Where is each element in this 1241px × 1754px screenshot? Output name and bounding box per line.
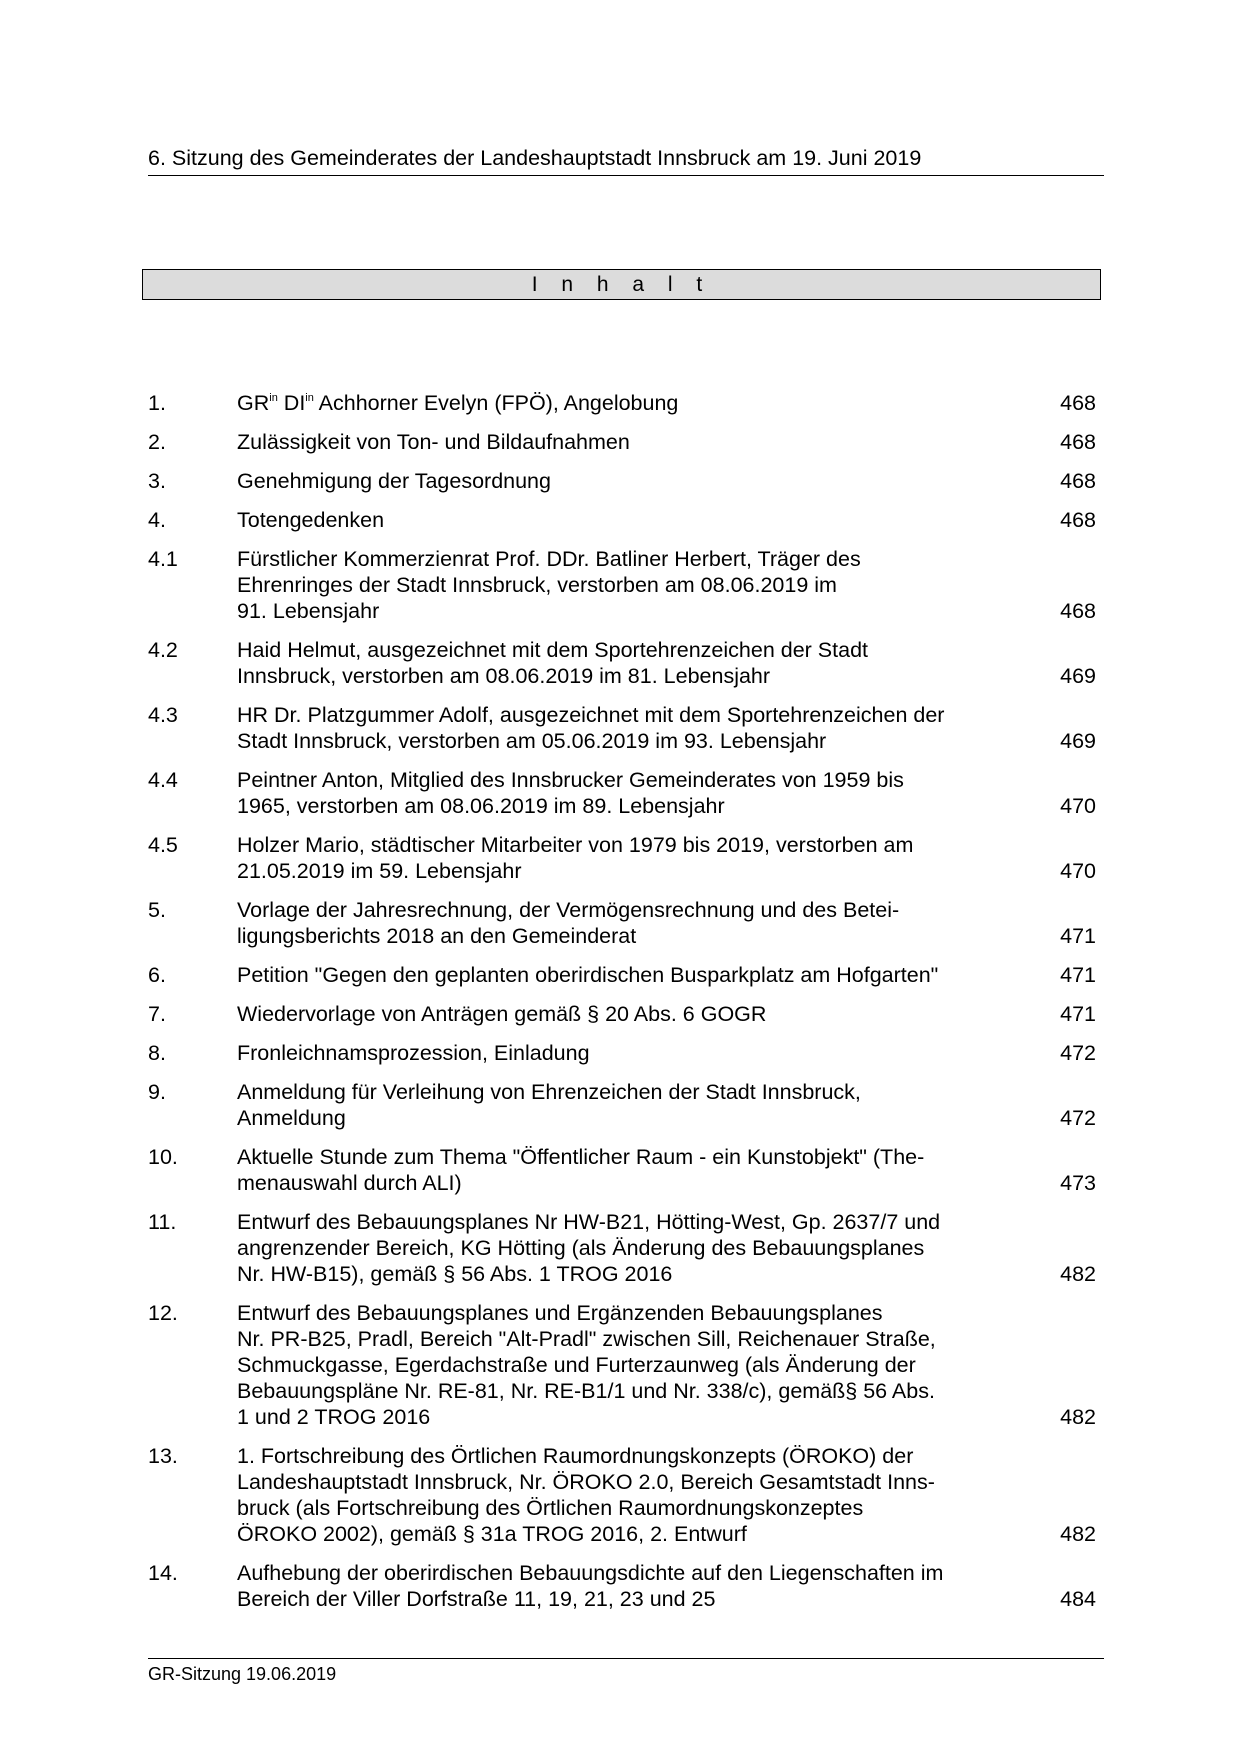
toc-entry-number: 7. [148, 1002, 166, 1026]
toc-entry-page: 471 [1060, 924, 1096, 948]
toc-entry-line: 1965, verstorben am 08.06.2019 im 89. Lebensjahr [237, 794, 725, 818]
toc-entry-line: 91. Lebensjahr [237, 599, 380, 623]
toc-entry-line: Ehrenringes der Stadt Innsbruck, verstorben am 08.06.2019 im [237, 573, 837, 597]
toc-entry-page: 470 [1060, 859, 1096, 883]
toc-entry-title [237, 962, 1057, 988]
toc-entry-number: 13. [148, 1444, 178, 1468]
toc-entry-title [237, 637, 1057, 689]
toc-entry-line: Entwurf des Bebauungsplanes und Ergänzenden Bebauungsplanes [237, 1301, 883, 1325]
toc-entry-title [237, 897, 1057, 949]
toc-entry-page: 468 [1060, 508, 1096, 532]
toc-entry-line: Aufhebung der oberirdischen Bebauungsdichte auf den Liegenschaften im [237, 1561, 944, 1585]
toc-entry-number: 4. [148, 508, 166, 532]
toc-entry-page: 471 [1060, 1002, 1096, 1026]
toc-entry [148, 507, 1096, 533]
toc-entry-line: Bereich der Viller Dorfstraße 11, 19, 21, 23 und 25 [237, 1587, 716, 1611]
toc-entry-line: Totengedenken [237, 508, 385, 532]
toc-entry-line: Peintner Anton, Mitglied des Innsbrucker Gemeinderates von 1959 bis [237, 768, 904, 792]
toc-entry-title [237, 1560, 1057, 1612]
toc-entry [148, 1040, 1096, 1066]
title-prefix-gr: GR [237, 391, 270, 415]
toc-entry-line: Bebauungspläne Nr. RE-81, Nr. RE-B1/1 und Nr. 338/c), gemäß§ 56 Abs. [237, 1379, 935, 1403]
toc-entry-line: 1. Fortschreibung des Örtlichen Raumordnungskonzepts (ÖROKO) der [237, 1444, 914, 1468]
toc-entry-page: 472 [1060, 1106, 1096, 1130]
toc-entry-number: 5. [148, 898, 166, 922]
page-footer: GR-Sitzung 19.06.2019 [148, 1664, 337, 1684]
toc-entry-line: Zulässigkeit von Ton- und Bildaufnahmen [237, 430, 630, 454]
toc-entry-page: 468 [1060, 430, 1096, 454]
toc-entry-title [237, 1443, 1057, 1547]
toc-entry-line: Anmeldung für Verleihung von Ehrenzeichen der Stadt Innsbruck, [237, 1080, 861, 1104]
toc-entry-title [237, 390, 1057, 416]
toc-entry-number: 6. [148, 963, 166, 987]
toc-entry-line: ÖROKO 2002), gemäß § 31a TROG 2016, 2. Entwurf [237, 1522, 747, 1546]
toc-entry-line: 21.05.2019 im 59. Lebensjahr [237, 859, 522, 883]
toc-entry-page: 472 [1060, 1041, 1096, 1065]
toc-entry-page: 473 [1060, 1171, 1096, 1195]
toc-entry [148, 767, 1096, 819]
toc-entry-title [237, 429, 1057, 455]
toc-entry-title [237, 1040, 1057, 1066]
toc-entry [148, 962, 1096, 988]
toc-entry-title [237, 1209, 1057, 1287]
toc-entry-line: Innsbruck, verstorben am 08.06.2019 im 81. Lebensjahr [237, 664, 771, 688]
toc-entry-title [237, 832, 1057, 884]
toc-entry-page: 468 [1060, 469, 1096, 493]
toc-entry-page: 468 [1060, 599, 1096, 623]
toc-entry [148, 468, 1096, 494]
toc-entry-line: Genehmigung der Tagesordnung [237, 469, 551, 493]
toc-entry-line: Wiedervorlage von Anträgen gemäß § 20 Abs. 6 GOGR [237, 1002, 767, 1026]
toc-entry-number: 12. [148, 1301, 178, 1325]
toc-entry-title [237, 1079, 1057, 1131]
toc-entry-title [237, 507, 1057, 533]
title-text: Achhorner Evelyn (FPÖ), Angelobung [318, 391, 679, 415]
toc-entry-title [237, 1300, 1057, 1430]
toc-entries [148, 429, 1096, 1612]
toc-entry-line: Stadt Innsbruck, verstorben am 05.06.2019 im 93. Lebensjahr [237, 729, 827, 753]
toc-entry-line: Aktuelle Stunde zum Thema "Öffentlicher Raum - ein Kunstobjekt" (The- [237, 1145, 925, 1169]
toc-entry [148, 637, 1096, 689]
toc-entry [148, 1209, 1096, 1287]
toc-entry-number: 8. [148, 1041, 166, 1065]
toc-entry-number: 4.3 [148, 703, 178, 727]
toc-entry-page: 482 [1060, 1405, 1096, 1429]
toc-entry [148, 1560, 1096, 1612]
toc-entry-title [237, 468, 1057, 494]
toc-entry-number: 4.5 [148, 833, 178, 857]
toc-entry-page: 470 [1060, 794, 1096, 818]
table-of-contents [148, 390, 1096, 1625]
toc-entry-line: Haid Helmut, ausgezeichnet mit dem Sportehrenzeichen der Stadt [237, 638, 869, 662]
page-header-title: 6. Sitzung des Gemeinderates der Landeshauptstadt Innsbruck am 19. Juni 2019 [148, 146, 1104, 176]
toc-entry [148, 429, 1096, 455]
toc-entry-number: 4.4 [148, 768, 178, 792]
toc-entry-number: 4.1 [148, 547, 178, 571]
toc-entry [148, 1300, 1096, 1430]
toc-entry-line: bruck (als Fortschreibung des Örtlichen Raumordnungskonzeptes [237, 1496, 864, 1520]
toc-entry [148, 1079, 1096, 1131]
toc-entry-number: 1. [148, 391, 166, 415]
toc-entry [148, 390, 1096, 416]
footer-divider [148, 1658, 1104, 1659]
toc-entry-line: Landeshauptstadt Innsbruck, Nr. ÖROKO 2.0, Bereich Gesamtstadt Inns- [237, 1470, 935, 1494]
toc-entry-page: 469 [1060, 664, 1096, 688]
toc-entry-title [237, 1001, 1057, 1027]
toc-entry-number: 2. [148, 430, 166, 454]
toc-entry-line: Schmuckgasse, Egerdachstraße und Furterzaunweg (als Änderung der [237, 1353, 916, 1377]
toc-entry-number: 9. [148, 1080, 166, 1104]
title-prefix-di: DI [283, 391, 306, 415]
toc-entry-line: Nr. PR-B25, Pradl, Bereich "Alt-Pradl" zwischen Sill, Reichenauer Straße, [237, 1327, 936, 1351]
toc-entry [148, 546, 1096, 624]
toc-entry [148, 897, 1096, 949]
toc-entry-line: HR Dr. Platzgummer Adolf, ausgezeichnet mit dem Sportehrenzeichen der [237, 703, 945, 727]
toc-entry-title [237, 1144, 1057, 1196]
toc-entry-line: 1 und 2 TROG 2016 [237, 1405, 431, 1429]
toc-entry [148, 1001, 1096, 1027]
toc-entry [148, 702, 1096, 754]
toc-entry-page: 484 [1060, 1587, 1096, 1611]
toc-entry-title [237, 702, 1057, 754]
toc-entry-line: angrenzender Bereich, KG Hötting (als Änderung des Bebauungsplanes [237, 1236, 925, 1260]
toc-entry-line: Holzer Mario, städtischer Mitarbeiter von 1979 bis 2019, verstorben am [237, 833, 914, 857]
toc-entry-number: 10. [148, 1145, 178, 1169]
toc-entry [148, 832, 1096, 884]
superscript-in: in [305, 392, 314, 404]
toc-entry-line: Fürstlicher Kommerzienrat Prof. DDr. Batliner Herbert, Träger des [237, 547, 861, 571]
toc-entry-line: ligungsberichts 2018 an den Gemeinderat [237, 924, 637, 948]
toc-entry-line: Anmeldung [237, 1106, 346, 1130]
toc-entry-line: Petition "Gegen den geplanten oberirdischen Busparkplatz am Hofgarten" [237, 963, 939, 987]
toc-entry-line: Vorlage der Jahresrechnung, der Vermögensrechnung und des Betei- [237, 898, 900, 922]
toc-entry-title [237, 767, 1057, 819]
toc-entry-page: 482 [1060, 1522, 1096, 1546]
toc-entry-page: 469 [1060, 729, 1096, 753]
toc-entry [148, 1144, 1096, 1196]
toc-entry-page: 468 [1060, 391, 1096, 415]
toc-entry-line: Fronleichnamsprozession, Einladung [237, 1041, 590, 1065]
toc-entry-title [237, 546, 1057, 624]
toc-entry-line: Nr. HW-B15), gemäß § 56 Abs. 1 TROG 2016 [237, 1262, 673, 1286]
toc-entry-line: Entwurf des Bebauungsplanes Nr HW-B21, Hötting-West, Gp. 2637/7 und [237, 1210, 941, 1234]
toc-entry-page: 471 [1060, 963, 1096, 987]
toc-entry [148, 1443, 1096, 1547]
toc-entry-number: 3. [148, 469, 166, 493]
toc-entry-number: 11. [148, 1210, 177, 1234]
superscript-in: in [269, 392, 278, 404]
toc-entry-page: 482 [1060, 1262, 1096, 1286]
toc-entry-line [237, 390, 1057, 416]
contents-heading: I n h a l t [142, 269, 1101, 300]
toc-entry-line: menauswahl durch ALI) [237, 1171, 462, 1195]
toc-entry-number: 14. [148, 1561, 178, 1585]
toc-entry-number: 4.2 [148, 638, 178, 662]
